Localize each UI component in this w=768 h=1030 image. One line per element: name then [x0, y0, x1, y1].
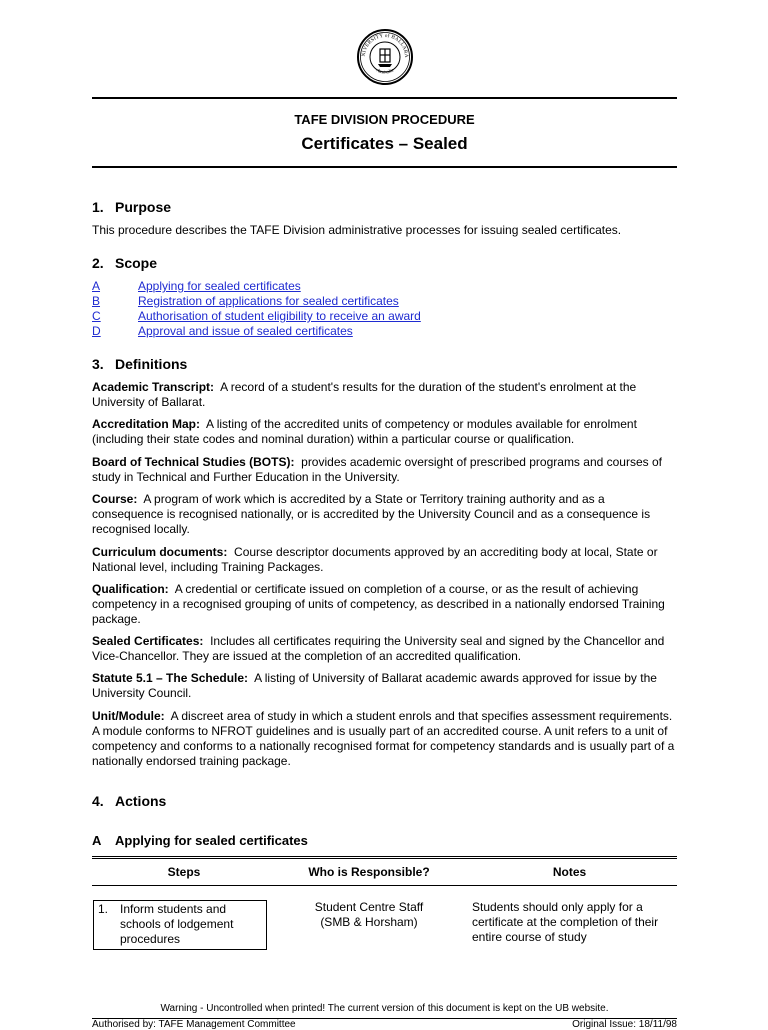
definition-item	[92, 709, 677, 769]
scope-item-d[interactable]	[92, 324, 677, 339]
definition-item	[92, 582, 677, 627]
scope-item-link[interactable]: Registration of applications for sealed certificates	[138, 294, 399, 308]
actions-table	[92, 856, 677, 951]
section-title: Definitions	[115, 356, 188, 372]
scope-item-c[interactable]	[92, 309, 677, 324]
scope-item-link[interactable]: Applying for sealed certificates	[138, 279, 301, 293]
definition-text: A record of a student's results for the duration of the student's enrolment at the University of Ballarat.	[92, 380, 637, 409]
definition-text: Course descriptor documents approved by an accrediting body at local, State or National level, including Training Packages.	[92, 545, 658, 574]
table-row	[92, 886, 677, 952]
footer-authorised: Authorised by: TAFE Management Committee	[92, 1019, 296, 1030]
scope-letter-link[interactable]: B	[92, 294, 101, 308]
scope-item-link[interactable]: Authorisation of student eligibility to receive an award	[138, 309, 421, 323]
step-text: Inform students and schools of lodgement procedures	[120, 902, 234, 946]
section-heading-purpose	[92, 199, 171, 215]
definition-term: Board of Technical Studies (BOTS):	[92, 455, 295, 469]
subsection-title: Applying for sealed certificates	[115, 833, 308, 848]
section-number: 1.	[92, 199, 104, 215]
definition-text: A credential or certificate issued on completion of a course, or as the result of achieving competency in a recognised grouping of units of competency, as described in a nationally endorsed Training package.	[92, 582, 665, 626]
definition-item	[92, 492, 677, 537]
doc-title: Certificates – Sealed	[301, 134, 468, 153]
subsection-heading-a	[92, 833, 308, 848]
footer-issue-date: Original Issue: 18/11/98	[572, 1019, 677, 1030]
section-title: Purpose	[115, 199, 172, 215]
subsection-letter: A	[92, 833, 102, 848]
doc-kicker: TAFE DIVISION PROCEDURE	[294, 112, 475, 127]
definition-item	[92, 380, 677, 410]
scope-item-link[interactable]: Approval and issue of sealed certificates	[138, 324, 353, 338]
footer-meta	[92, 1018, 677, 1030]
section-title: Scope	[115, 255, 158, 271]
definition-term: Sealed Certificates:	[92, 634, 204, 648]
section-number: 3.	[92, 356, 104, 372]
definition-text: A discreet area of study in which a student enrols and that specifies assessment requirements. A module conforms to NFROT guidelines and is usually part of an accredited course. A unit refers to a unit of competency and conforms to a nationally recognised format for competency standards and is usually part of a nationally endorsed training package.	[92, 709, 675, 768]
svg-text:Australia	[374, 68, 395, 76]
footer-warning: Warning - Uncontrolled when printed! The current version of this document is kept on the UB website.	[160, 1003, 609, 1014]
step-number: 1.	[98, 902, 109, 916]
definition-item	[92, 455, 677, 485]
section-number: 4.	[92, 793, 104, 809]
notes-cell	[462, 886, 677, 952]
scope-item-a[interactable]	[92, 279, 677, 294]
definition-text: A listing of the accredited units of competency or modules available for enrolment (including their state codes and nominal duration) within a particular course or qualification.	[92, 417, 637, 446]
scope-letter-link[interactable]: A	[92, 279, 101, 293]
section-title: Actions	[115, 793, 167, 809]
definition-text: A program of work which is accredited by a State or Territory training authority and as a consequence is recognised nationally, or is accredited by the University Council and as a consequence is recognised locally.	[92, 492, 651, 536]
definition-term: Unit/Module:	[92, 709, 165, 723]
notes-text: Students should only apply for a certificate at the completion of their entire course of study	[472, 900, 659, 944]
purpose-text: This procedure describes the TAFE Division administrative processes for issuing sealed certificates.	[92, 223, 622, 237]
university-seal-logo	[356, 28, 414, 86]
scope-letter-link[interactable]: D	[92, 324, 101, 338]
column-header-who: Who is Responsible?	[276, 858, 462, 886]
definition-term: Course:	[92, 492, 138, 506]
definition-item	[92, 671, 677, 701]
definition-text: provides academic oversight of prescribed programs and courses of study in Technical and Further Education in the University.	[92, 455, 662, 484]
definition-text: A listing of University of Ballarat academic awards approved for issue by the University Council.	[92, 671, 657, 700]
definition-item	[92, 634, 677, 664]
title-rule	[92, 166, 677, 168]
scope-list	[92, 279, 677, 339]
definition-term: Qualification:	[92, 582, 169, 596]
who-cell	[276, 886, 462, 952]
section-heading-scope	[92, 255, 157, 271]
seal-bottom-text: Australia	[375, 68, 395, 76]
table-header-row	[92, 858, 677, 886]
step-box	[93, 900, 267, 950]
definition-text: Includes all certificates requiring the University seal and signed by the Chancellor and Vice-Chancellor. They are issued at the completion of an accredited qualification.	[92, 634, 665, 663]
definition-term: Accreditation Map:	[92, 417, 201, 431]
scope-item-b[interactable]	[92, 294, 677, 309]
who-text: Student Centre Staff (SMB & Horsham)	[314, 900, 424, 929]
definition-item	[92, 545, 677, 575]
scope-letter-link[interactable]: C	[92, 309, 101, 323]
step-cell	[92, 886, 276, 952]
section-heading-definitions	[92, 356, 187, 372]
section-number: 2.	[92, 255, 104, 271]
definition-term: Academic Transcript:	[92, 380, 215, 394]
definition-item	[92, 417, 677, 447]
seal-top-text: NIVERSITY of BALLARA	[360, 32, 410, 58]
column-header-notes: Notes	[462, 858, 677, 886]
header-rule	[92, 97, 677, 99]
column-header-steps: Steps	[92, 858, 276, 886]
definition-term: Curriculum documents:	[92, 545, 228, 559]
section-heading-actions	[92, 793, 166, 809]
definition-term: Statute 5.1 – The Schedule:	[92, 671, 249, 685]
